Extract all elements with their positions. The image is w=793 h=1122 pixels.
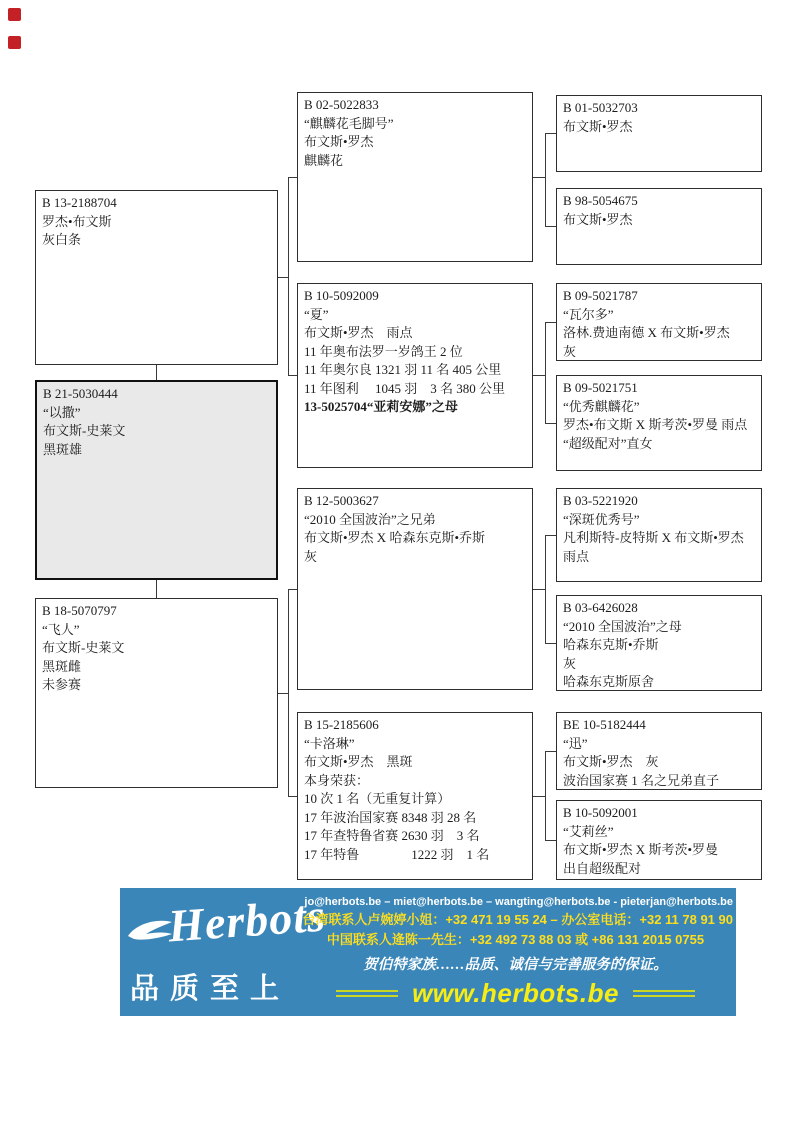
- pedigree-line: B 02-5022833: [304, 97, 379, 112]
- pedigree-line: 波治国家赛 1 名之兄弟直子: [563, 772, 720, 788]
- pedigree-line: B 09-5021751: [563, 380, 638, 395]
- connector-line: [288, 589, 289, 796]
- herbots-banner: [120, 888, 736, 1016]
- connector-line: [288, 796, 297, 797]
- pedigree-line: “以撒”: [43, 404, 81, 420]
- connector-line: [533, 796, 545, 797]
- pedigree-line: 罗杰•布文斯 X 斯考茨•罗曼 雨点: [563, 417, 748, 432]
- pedigree-line: B 10-5092001: [563, 805, 638, 820]
- pedigree-line: 哈森东克斯原舍: [563, 674, 655, 689]
- pedigree-line: “深斑优秀号”: [563, 511, 640, 527]
- connector-line: [545, 322, 546, 423]
- pedigree-line: 布文斯•罗杰: [304, 134, 374, 149]
- pedigree-box-dam-sire-dam: [556, 595, 762, 691]
- pedigree-line: 17 年波治国家赛 8348 羽 28 名: [304, 809, 477, 825]
- pedigree-box-dam-dam-dam: [556, 800, 762, 880]
- connector-line: [545, 133, 556, 134]
- connector-line: [288, 177, 289, 375]
- connector-line: [533, 589, 545, 590]
- connector-line: [278, 277, 288, 278]
- connector-line: [545, 751, 556, 752]
- pedigree-box-dam: [35, 598, 278, 788]
- connector-line: [545, 535, 546, 643]
- pedigree-box-dam-sire: [297, 488, 533, 690]
- connector-line: [545, 643, 556, 644]
- herbots-logo: [128, 889, 328, 1012]
- pedigree-line: “夏”: [304, 306, 329, 322]
- banner-url-row: [298, 978, 733, 1009]
- pedigree-line: 本身荣获：: [304, 772, 370, 788]
- connector-line: [545, 423, 556, 424]
- pedigree-line: 13-5025704“亚莉安娜”之母: [304, 399, 458, 414]
- pedigree-line: B 98-5054675: [563, 193, 638, 208]
- pedigree-box-subject: [35, 380, 278, 580]
- pedigree-line: “艾莉丝”: [563, 823, 614, 839]
- pedigree-line: B 21-5030444: [43, 386, 118, 401]
- pedigree-box-dam-sire-sire: [556, 488, 762, 582]
- pedigree-line: 布文斯•罗杰: [563, 211, 633, 227]
- pedigree-line: “超级配对”直女: [563, 435, 653, 451]
- pedigree-line: “优秀麒麟花”: [563, 398, 640, 414]
- connector-line: [545, 840, 556, 841]
- pedigree-line: 布文斯•罗杰 雨点: [304, 325, 413, 340]
- pedigree-line: 17 年查特鲁省赛 2630 羽 3 名: [304, 828, 480, 843]
- pedigree-line: 灰: [304, 548, 318, 564]
- pedigree-line: B 09-5021787: [563, 288, 638, 303]
- pedigree-box-sire-sire: [297, 92, 533, 262]
- pedigree-line: 布文斯•罗杰 灰: [563, 754, 659, 769]
- pedigree-line: 布文斯•罗杰 X 斯考茨•罗曼: [563, 842, 718, 857]
- banner-slogan: 贺伯特家族……品质、诚信与完善服务的保证。: [363, 957, 668, 973]
- connector-line: [533, 375, 545, 376]
- connector-line: [288, 375, 297, 376]
- connector-line: [545, 322, 556, 323]
- pedigree-line: 布文斯•罗杰 黑斑: [304, 754, 413, 769]
- logo-tagline: 品质至上: [130, 973, 291, 1005]
- pedigree-line: 凡利斯特-皮特斯 X 布文斯•罗杰: [563, 530, 744, 545]
- connector-line: [156, 580, 157, 598]
- decorative-rule: [633, 990, 695, 997]
- pedigree-box-sire-dam: [297, 283, 533, 468]
- pedigree-line: 雨点: [563, 548, 590, 564]
- logo-wordmark: Herbots: [166, 889, 328, 952]
- banner-contact-taiwan: 台湾联系人卢婉婷小姐：+32 471 19 55 24 – 办公室电话：+32 11 78 91 90: [302, 912, 733, 927]
- decorative-rule: [336, 990, 398, 997]
- pedigree-line: 10 次 1 名（无重复计算）: [304, 791, 451, 806]
- banner-contact-block: [298, 895, 733, 1009]
- connector-line: [545, 226, 556, 227]
- pedigree-box-sire-sire-dam: [556, 188, 762, 265]
- pedigree-line: 11 年奥布法罗一岁鸽王 2 位: [304, 343, 463, 359]
- pedigree-box-sire-dam-sire: [556, 283, 762, 361]
- pedigree-box-dam-dam-sire: [556, 712, 762, 790]
- pedigree-box-sire-dam-dam: [556, 375, 762, 471]
- pedigree-box-dam-dam: [297, 712, 533, 880]
- red-mark: [8, 36, 21, 49]
- pedigree-line: 罗杰•布文斯: [42, 213, 112, 229]
- banner-emails: jo@herbots.be – miet@herbots.be – wangting@herbots.be - pieterjan@herbots.be: [304, 896, 733, 908]
- pedigree-line: “瓦尔多”: [563, 306, 614, 322]
- red-mark: [8, 8, 21, 21]
- pedigree-line: 出自超级配对: [563, 860, 642, 876]
- pedigree-line: 灰白条: [42, 232, 82, 247]
- pedigree-line: 灰: [563, 655, 577, 671]
- pedigree-box-sire: [35, 190, 278, 365]
- pedigree-line: “飞人”: [42, 621, 80, 637]
- pedigree-line: 洛林.费迪南德 X 布文斯•罗杰: [563, 325, 730, 340]
- pedigree-line: B 03-6426028: [563, 600, 638, 615]
- pedigree-line: B 10-5092009: [304, 288, 379, 303]
- pedigree-line: 11 年图利 1045 羽 3 名 380 公里: [304, 380, 506, 396]
- connector-line: [288, 589, 297, 590]
- pedigree-line: B 03-5221920: [563, 493, 638, 508]
- pedigree-line: 布文斯-史莱文: [43, 423, 126, 438]
- connector-line: [156, 365, 157, 380]
- connector-line: [533, 177, 545, 178]
- pedigree-line: 未参赛: [42, 677, 82, 692]
- pedigree-line: “麒麟花毛脚号”: [304, 115, 394, 131]
- pedigree-line: 布文斯-史莱文: [42, 640, 125, 655]
- pedigree-line: 黑斑雌: [42, 658, 82, 674]
- pedigree-line: B 15-2185606: [304, 717, 379, 732]
- pedigree-line: 灰: [563, 343, 577, 359]
- pedigree-line: 11 年奥尔良 1321 羽 11 名 405 公里: [304, 362, 502, 377]
- connector-line: [545, 751, 546, 840]
- pedigree-line: 黑斑雄: [43, 441, 83, 457]
- pedigree-line: B 12-5003627: [304, 493, 379, 508]
- connector-line: [278, 693, 288, 694]
- pedigree-line: 17 年特鲁 1222 羽 1 名: [304, 846, 490, 862]
- pedigree-line: “卡洛琳”: [304, 735, 355, 751]
- pedigree-box-sire-sire-sire: [556, 95, 762, 172]
- pedigree-line: BE 10-5182444: [563, 717, 646, 732]
- pedigree-line: “2010 全国波治”之母: [563, 618, 682, 634]
- pedigree-line: B 18-5070797: [42, 603, 117, 618]
- pedigree-line: B 13-2188704: [42, 195, 117, 210]
- banner-url: www.herbots.be: [412, 978, 619, 1008]
- pedigree-line: B 01-5032703: [563, 100, 638, 115]
- banner-contact-china: 中国联系人逄陈一先生：+32 492 73 88 03 或 +86 131 2015 0755: [326, 932, 705, 947]
- pedigree-line: 布文斯•罗杰: [563, 118, 633, 134]
- pedigree-line: 麒麟花: [304, 152, 344, 168]
- connector-line: [545, 133, 546, 227]
- pedigree-line: “迅”: [563, 735, 588, 751]
- pedigree-line: “2010 全国波治”之兄弟: [304, 511, 436, 527]
- pedigree-line: 哈森东克斯•乔斯: [563, 637, 659, 652]
- connector-line: [288, 177, 297, 178]
- pedigree-line: 布文斯•罗杰 X 哈森东克斯•乔斯: [304, 530, 485, 545]
- connector-line: [545, 535, 556, 536]
